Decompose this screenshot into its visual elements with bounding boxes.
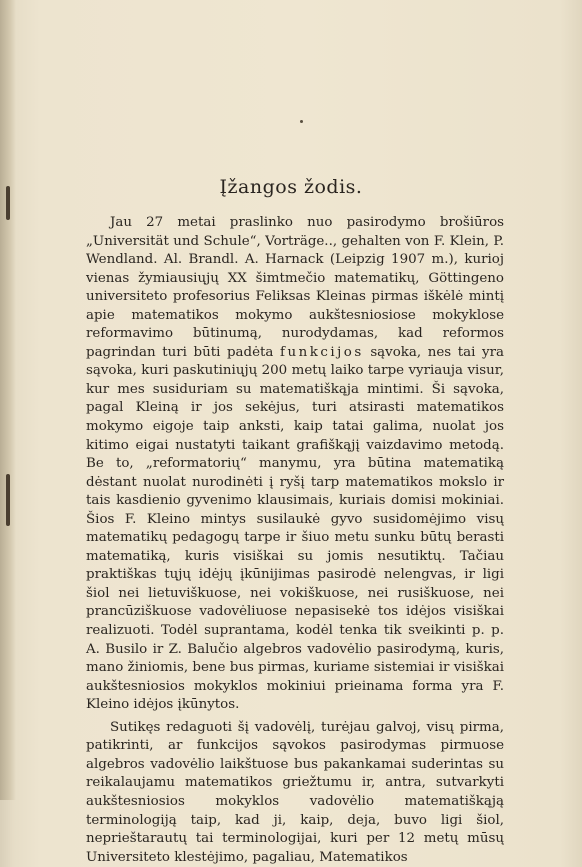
paragraph-2: Sutikęs redaguoti šį vadovėlį, turėjau galvoj, visų pirma, patikrinti, ar funkcijos sąvokos pasirodymas pirmuose algebros vadovėlio laikštuose bus pakankamai suderintas su reikalaujamu matematikos griežtumu ir, antra, sutvarkyti aukštesniosios mokyklos vadovėlio matematiškąją terminologiją taip, kad ji, kaip, deja, buvo ligi šiol, neprieštarautų tai terminologijai, kuri per 12 metų mūsų Universiteto klestėjimo, pagaliau, Matematikos xyxy=(86,719,504,865)
binding-staple xyxy=(6,474,10,526)
paragraph-1 xyxy=(86,214,504,715)
emphasized-word: funkcijos xyxy=(280,344,364,360)
page-title: Įžangos žodis. xyxy=(219,176,363,198)
body-text xyxy=(86,214,504,867)
paragraph-1-part-1: Jau 27 metai praslinko nuo pasirodymo brošiūros „Universität und Schule“, Vorträge.., gehalten von F. Klein, P. Wendland. Al. Brandl. A. Harnack (Leipzig 1907 m.), kurioj vienas žymiausiųjų XX šimtmečio matematikų, Göttingeno universiteto profesorius Feliksas Kleinas pirmas iškėlė mintį apie matematikos mokymo aukštesniosiose mokyklose reformavimo būtinumą, nurodydamas, kad reformos pagrindan turi būti padėta xyxy=(86,215,504,360)
paper-speck xyxy=(300,120,303,123)
paragraph-1-part-2: sąvoka, nes tai yra sąvoka, kuri paskutiniųjų 200 metų laiko tarpe vyriauja visur, kur mes susiduriam su matematiškąja mintimi. Ši sąvoka, pagal Kleiną ir jos sekėjus, turi atsirasti matematikos mokymo eigoje taip anksti, kaip tatai galima, nuolat jos kitimo eigai nustatyti taikant grafiškąjį vaizdavimo metodą. Be to, „reformatorių“ manymu, yra būtina matematiką dėstant nuolat nurodinėti į ryšį tarp matematikos mokslo ir tais kasdienio gyvenimo klausimais, kuriais domisi mokiniai. Šios F. Kleino mintys susilaukė gyvo susidomėjimo visų matematikų pedagogų tarpe ir šiuo metu sunku būtų berasti matematiką, kuris visiškai su jomis nesutiktų. Tačiau praktiškas tųjų idėjų įkūnijimas pasirodė nelengvas, ir ligi šiol nei lietuviškuose, nei vokiškuose, nei rusiškuose, nei prancūziškuose vadovėliuose nepasisekė tos idėjos visiškai realizuoti. Todėl suprantama, kodėl tenka tik sveikinti p. p. A. Busilo ir Z. Balučio algebros vadovėlio pasirodymą, kuris, mano žiniomis, bene bus pirmas, kuriame sistemiai ir visiškai aukštesniosios mokyklos mokiniui prieinama forma yra F. Kleino idėjos įkūnytos. xyxy=(86,344,504,713)
page-spine xyxy=(0,0,16,800)
